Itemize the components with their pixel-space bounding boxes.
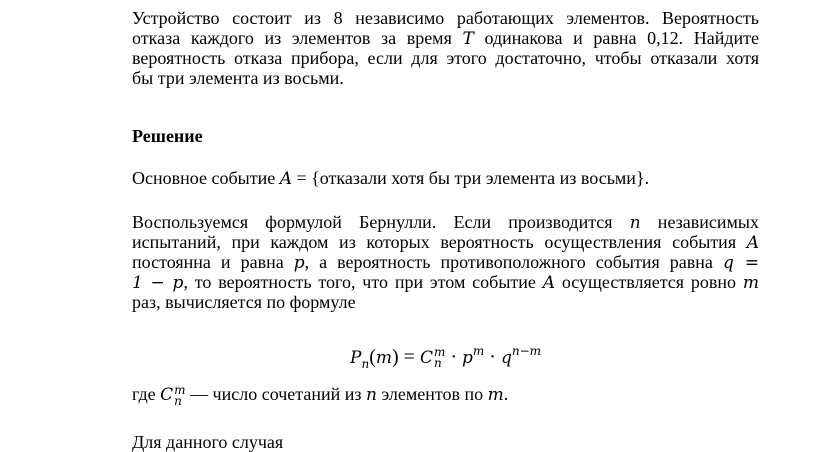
case-text: Для данного случая	[132, 432, 284, 452]
var-p: p	[293, 253, 305, 273]
one-minus-p: 1 − p	[132, 273, 184, 293]
problem-line-2: отказа каждого из элементов за время T одинакова и равна 0,12. Найдите	[132, 28, 759, 49]
document-body	[132, 8, 760, 452]
var-n: n	[629, 213, 641, 233]
q-equals: q =	[722, 253, 759, 273]
bernoulli-line-3: постоянна и равна p, а вероятность противоположного события равна q =	[132, 252, 759, 273]
main-event-line: Основное событие A = {отказали хотя бы три элемента из восьми}.	[132, 168, 650, 189]
var-a: A	[542, 273, 556, 293]
bernoulli-paragraph	[132, 212, 759, 312]
var-m: m	[742, 273, 760, 293]
bernoulli-line-4: 1 − p, то вероятность того, что при этом событие A осуществляется ровно m	[132, 272, 760, 293]
problem-line-1: Устройство состоит из 8 независимо работающих элементов. Вероятность	[132, 8, 759, 28]
var-a: A	[279, 169, 292, 189]
var-a: A	[746, 233, 759, 253]
problem-line-4: бы три элемента из восьми.	[132, 68, 344, 88]
var-t: T	[462, 29, 474, 49]
bernoulli-line-2: испытаний, при каждом из которых вероятность осуществления события A	[132, 232, 759, 253]
problem-statement	[132, 8, 759, 88]
bernoulli-line-1: Воспользуемся формулой Бернулли. Если производится n независимых	[132, 212, 759, 233]
bernoulli-line-5: раз, вычисляется по формуле	[132, 292, 356, 312]
solution-heading: Решение	[132, 126, 203, 146]
bernoulli-formula: $P_n(m) = C$ m n · $p^m \cdot q^{n-m}$	[350, 344, 542, 371]
problem-line-3: вероятность отказа прибора, если для этого достаточно, чтобы отказали хотя	[132, 48, 759, 68]
combination-explanation: где C m n — число сочетаний из n элементов по m.	[132, 382, 509, 408]
